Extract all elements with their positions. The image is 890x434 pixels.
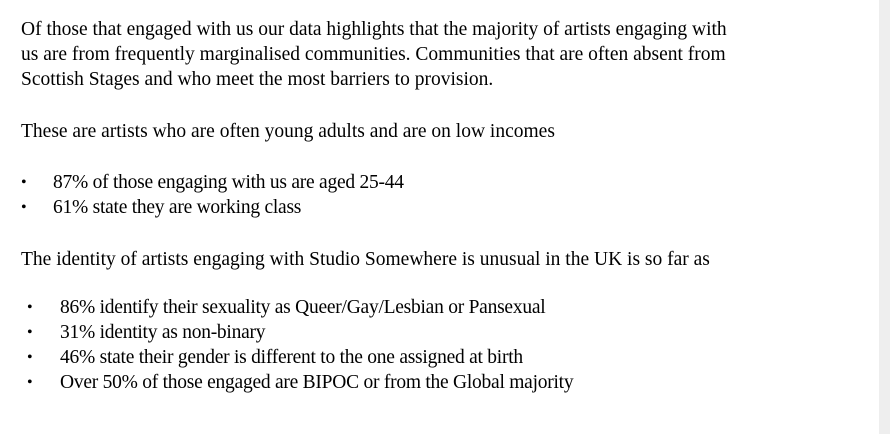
list-item-text: Over 50% of those engaged are BIPOC or from the Global majority: [60, 372, 574, 393]
age-income-paragraph: These are artists who are often young adults and are on low incomes: [21, 121, 555, 142]
bullet-icon: •: [27, 349, 33, 366]
intro-paragraph: [21, 17, 727, 92]
bullet-icon: •: [27, 374, 33, 391]
list-item-text: 31% identity as non-binary: [60, 322, 266, 343]
list-item-text: 61% state they are working class: [53, 197, 302, 218]
intro-line-3: Scottish Stages and who meet the most barriers to provision.: [21, 69, 494, 90]
intro-line-2: us are from frequently marginalised communities. Communities that are often absent from: [21, 44, 726, 65]
bullet-icon: •: [27, 324, 33, 341]
list-item-text: 87% of those engaging with us are aged 25-44: [53, 172, 404, 193]
list-item-text: 46% state their gender is different to the one assigned at birth: [60, 347, 523, 368]
bullet-icon: •: [27, 299, 33, 316]
bullet-icon: •: [21, 174, 27, 191]
list-item-text: 86% identify their sexuality as Queer/Gay/Lesbian or Pansexual: [60, 297, 546, 318]
identity-paragraph: The identity of artists engaging with Studio Somewhere is unusual in the UK is so far as: [21, 249, 710, 270]
page-edge: [879, 0, 890, 434]
bullet-icon: •: [21, 199, 27, 216]
intro-line-1: Of those that engaged with us our data highlights that the majority of artists engaging with: [21, 19, 727, 40]
